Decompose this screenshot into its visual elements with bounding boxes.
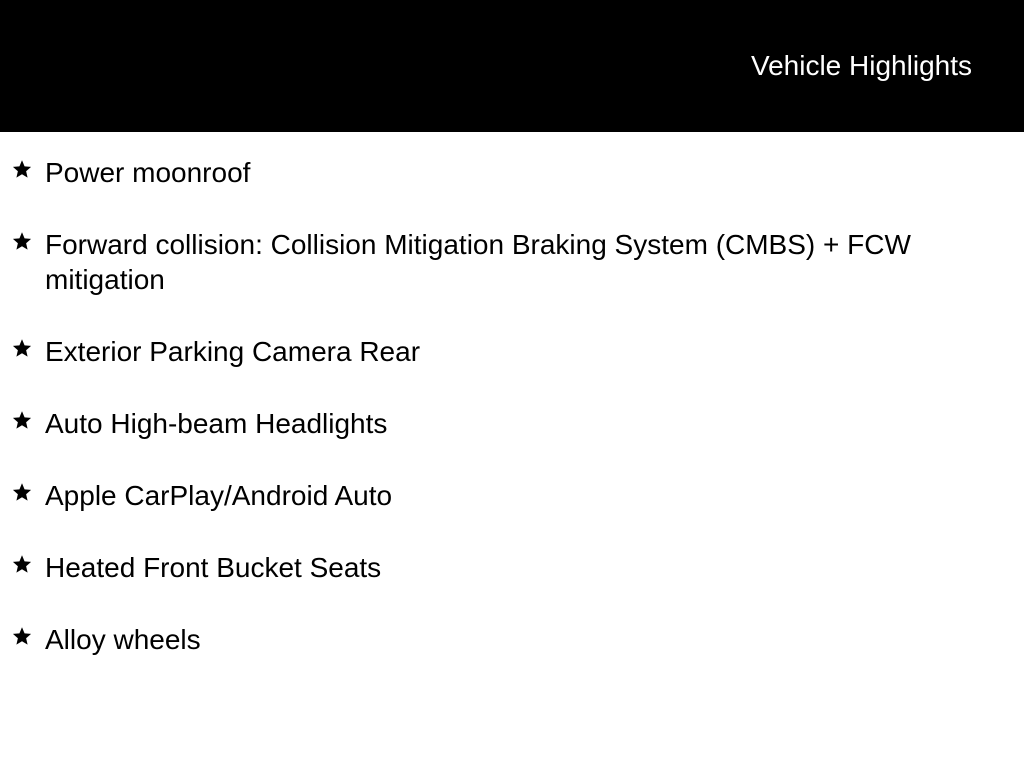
highlight-label: Auto High-beam Headlights [45,408,388,439]
highlight-item [0,550,1024,585]
star-icon [11,409,33,431]
highlight-item [0,227,1024,297]
star-icon [11,625,33,647]
star-icon [11,158,33,180]
highlight-item [0,478,1024,513]
highlight-label: Apple CarPlay/Android Auto [45,480,393,511]
highlight-label: Power moonroof [45,157,251,188]
header-bar [0,0,1024,132]
star-icon [11,230,33,252]
highlights-list [0,155,1024,694]
highlight-label: Forward collision: Collision Mitigation Braking System (CMBS) + FCW mitigation [45,229,911,295]
highlight-item [0,406,1024,441]
highlight-item [0,155,1024,190]
highlight-label: Heated Front Bucket Seats [45,552,382,583]
highlight-label: Alloy wheels [45,624,201,655]
star-icon [11,553,33,575]
highlight-item [0,622,1024,657]
star-icon [11,481,33,503]
star-icon [11,337,33,359]
highlight-item [0,334,1024,369]
highlight-label: Exterior Parking Camera Rear [45,336,421,367]
page-title: Vehicle Highlights [750,50,972,81]
